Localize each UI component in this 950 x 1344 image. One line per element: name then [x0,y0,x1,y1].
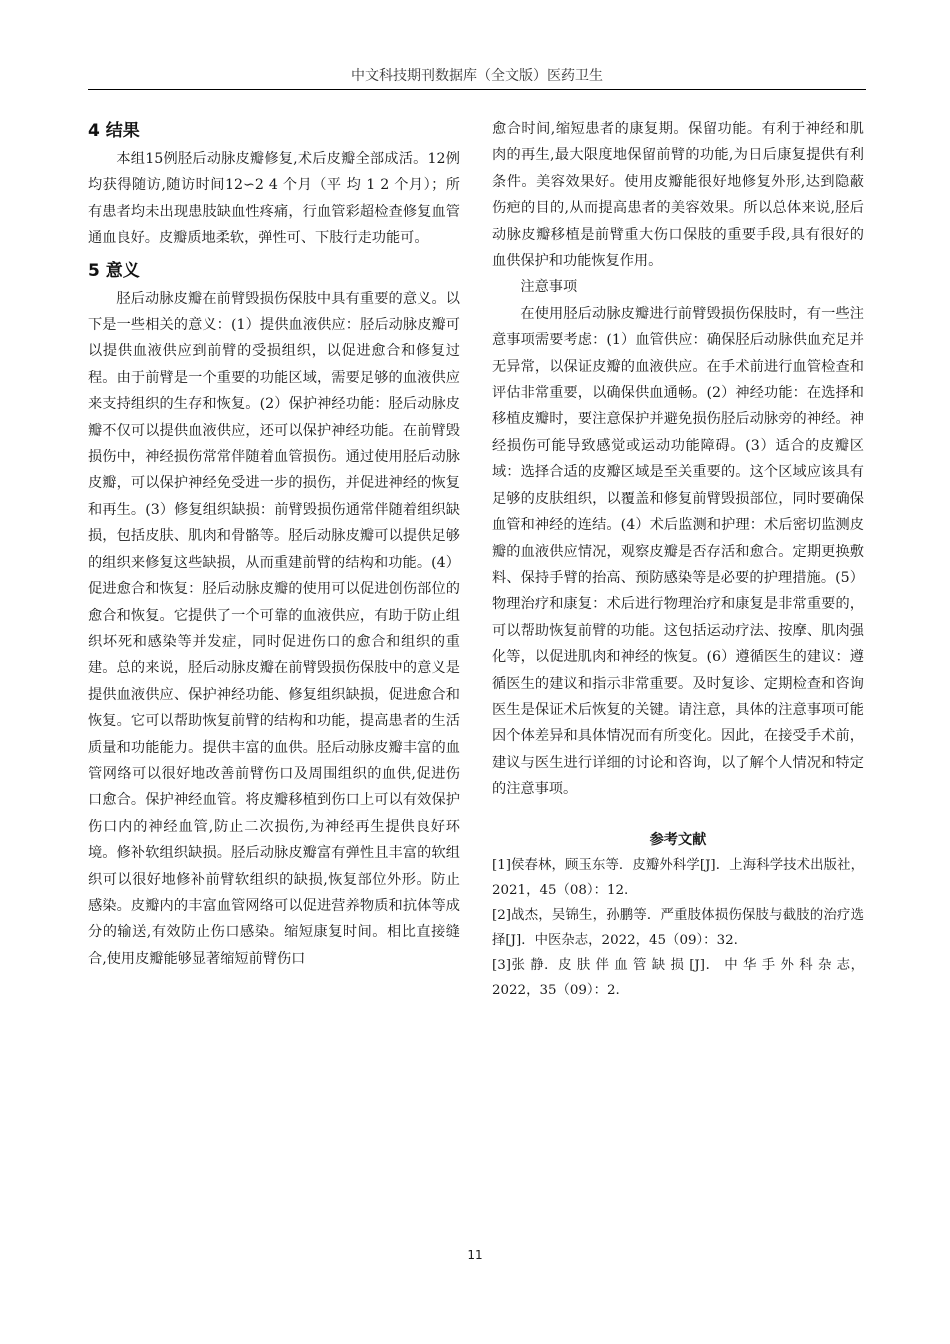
reference-item: [2]战杰，吴锦生，孙鹏等．严重肢体损伤保肢与截肢的治疗选择[J]．中医杂志，2022，45（09）：32. [492,907,864,948]
right-column [492,116,864,1003]
reference-item: [1]侯春林，顾玉东等．皮瓣外科学[J]．上海科学技术出版社，2021，45（08）：12. [492,857,864,898]
significance-paragraph: 胫后动脉皮瓣在前臂毁损伤保肢中具有重要的意义。以下是一些相关的意义：(1）提供血液供应：胫后动脉皮瓣可以提供血液供应到前臂的受损组织，以促进愈合和修复过程。由于前臂是一个重要的功能区域，需要足够的血液供应来支持组织的生存和恢复。(2）保护神经功能：胫后动脉皮瓣不仅可以提供血液供应，还可以保护神经功能。在前臂毁损伤中，神经损伤常常伴随着血管损伤。通过使用胫后动脉皮瓣，可以保护神经免受进一步的损伤，并促进神经的恢复和再生。(3）修复组织缺损：前臂毁损伤通常伴随着组织缺损，包括皮肤、肌肉和骨骼等。胫后动脉皮瓣可以提供足够的组织来修复这些缺损，从而重建前臂的结构和功能。(4）促进愈合和恢复：胫后动脉皮瓣的使用可以促进创伤部位的愈合和恢复。它提供了一个可靠的血液供应，有助于防止组织坏死和感染等并发症，同时促进伤口的愈合和组织的重建。总的来说，胫后动脉皮瓣在前臂毁损伤保肢中的意义是提供血液供应、保护神经功能、修复组织缺损，促进愈合和恢复。它可以帮助恢复前臂的结构和功能，提高患者的生活质量和功能能力。提供丰富的血供。胫后动脉皮瓣丰富的血管网络可以很好地改善前臂伤口及周围组织的血供,促进伤口愈合。保护神经血管。将皮瓣移植到伤口上可以有效保护伤口内的神经血管,防止二次损伤,为神经再生提供良好环境。修补软组织缺损。胫后动脉皮瓣富有弹性且丰富的软组织可以很好地修补前臂软组织的缺损,恢复部位外形。防止感染。皮瓣内的丰富血管网络可以促进营养物质和抗体等成分的输送,有效防止伤口感染。缩短康复时间。相比直接缝合,使用皮瓣能够显著缩短前臂伤口 [88,290,460,967]
section-title-results: 4 结果 [88,121,140,141]
section-title-significance: 5 意义 [88,260,140,281]
page-number: 11 [467,1248,483,1262]
reference-item: [3]张 静．皮 肤 伴 血 管 缺 损 [J]． 中 华 手 外 科 杂 志，2022，35（09）：2. [492,957,864,998]
references-list [492,853,864,1003]
left-column [88,116,460,972]
precautions-title: 注意事项 [520,279,578,296]
journal-header: 中文科技期刊数据库（全文版）医药卫生 [351,68,603,84]
significance-continuation: 愈合时间,缩短患者的康复期。保留功能。有利于神经和肌肉的再生,最大限度地保留前臂的功能,为日后康复提供有利条件。美容效果好。使用皮瓣能很好地修复外形,达到隐蔽伤疤的目的,从而提高患者的美容效果。所以总体来说,胫后动脉皮瓣移植是前臂重大伤口保肢的重要手段,具有很好的血供保护和功能恢复作用。 [492,121,864,270]
precautions-paragraph: 在使用胫后动脉皮瓣进行前臂毁损伤保肢时，有一些注意事项需要考虑：(1）血管供应：确保胫后动脉供血充足并无异常，以保证皮瓣的血液供应。在手术前进行血管检查和评估非常重要，以确保供血通畅。(2）神经功能：在选择和移植皮瓣时，要注意保护并避免损伤胫后动脉旁的神经。神经损伤可能导致感觉或运动功能障碍。(3）适合的皮瓣区域：选择合适的皮瓣区域是至关重要的。这个区域应该具有足够的皮肤组织，以覆盖和修复前臂毁损部位，同时要确保血管和神经的连结。(4）术后监测和护理：术后密切监测皮瓣的血液供应情况，观察皮瓣是否存活和愈合。定期更换敷料、保持手臂的抬高、预防感染等是必要的护理措施。(5）物理治疗和康复：术后进行物理治疗和康复是非常重要的，可以帮助恢复前臂的功能。这包括运动疗法、按摩、肌肉强化等，以促进肌肉和神经的恢复。(6）遵循医生的建议：遵循医生的建议和指示非常重要。及时复诊、定期检查和咨询医生是保证术后恢复的关键。请注意，具体的注意事项可能因个体差异和具体情况而有所变化。因此，在接受手术前，建议与医生进行详细的讨论和咨询，以了解个人情况和特定的注意事项。 [492,305,864,798]
references-title: 参考文献 [649,831,707,848]
header-rule [88,89,866,90]
results-paragraph: 本组15例胫后动脉皮瓣修复,术后皮瓣全部成活。12例均获得随访,随访时间12∽2 4 个月（平 均 1 2 个月）；所有患者均未出现患肢缺血性疼痛，行血管彩超检查修复血管通血良好。皮瓣质地柔软，弹性可、下肢行走功能可。 [88,151,460,247]
